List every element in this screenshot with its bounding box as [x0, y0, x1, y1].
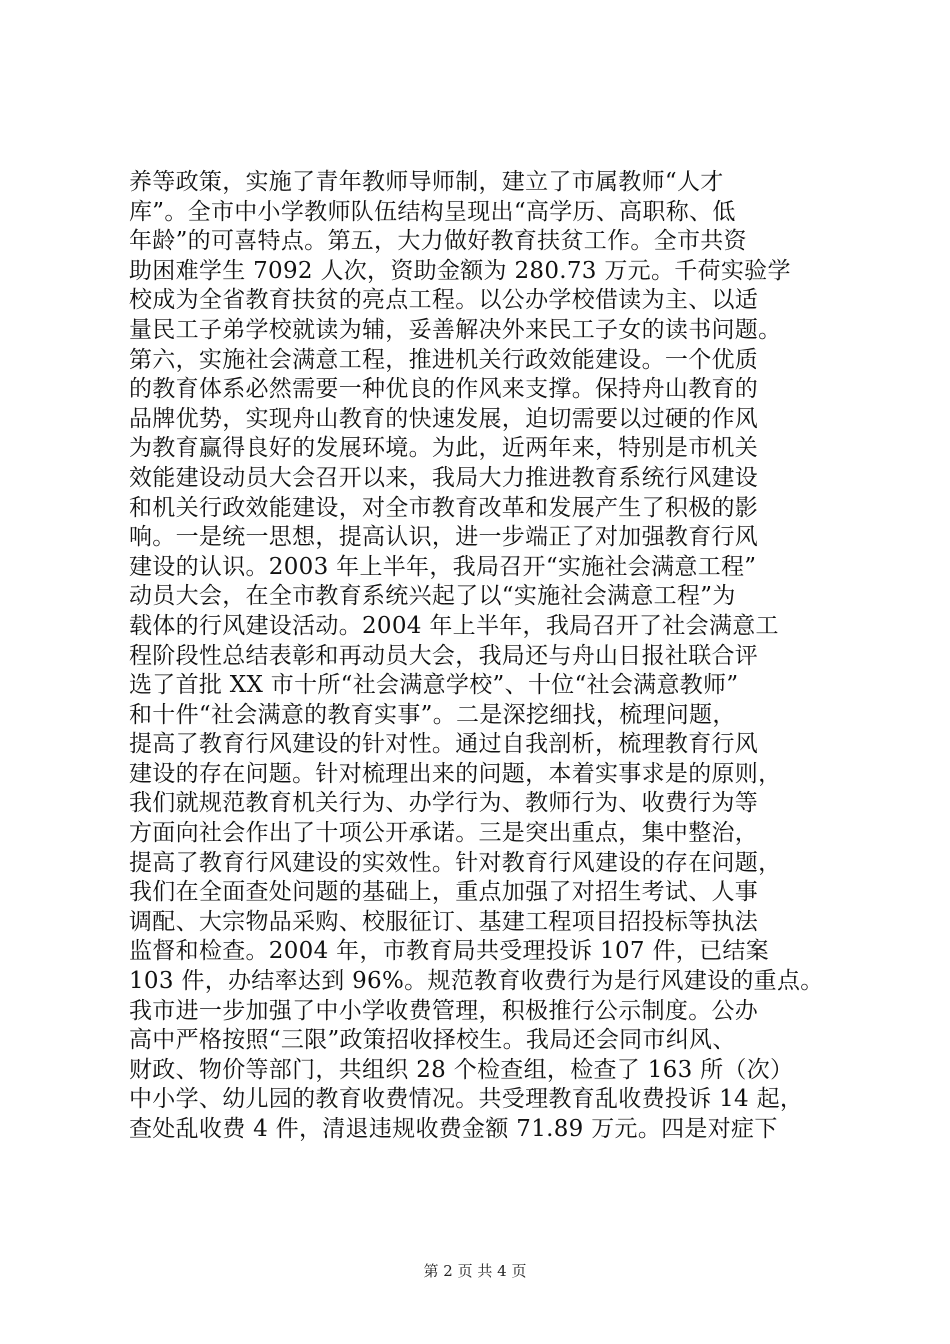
body-line: 和机关行政效能建设，对全市教育改革和发展产生了积极的影: [129, 494, 759, 521]
body-line: 建设的存在问题。针对梳理出来的问题，本着实事求是的原则，: [129, 760, 782, 787]
body-line: 第六，实施社会满意工程，推进机关行政效能建设。一个优质: [129, 346, 759, 373]
body-line: 103 件，办结率达到 96%。规范教育收费行为是行风建设的重点。: [129, 968, 824, 995]
body-line: 查处乱收费 4 件，清退违规收费金额 71.89 万元。四是对症下: [129, 1116, 778, 1142]
body-line: 年龄”的可喜特点。第五，大力做好教育扶贫工作。全市共资: [129, 228, 747, 255]
body-line: 响。一是统一思想，提高认识，进一步端正了对加强教育行风: [129, 524, 759, 551]
body-line: 载体的行风建设活动。2004 年上半年，我局召开了社会满意工: [129, 612, 779, 639]
body-line: 高中严格按照“三限”政策招收择校生。我局还会同市纠风、: [129, 1027, 736, 1054]
page-number-footer: 第 2 页 共 4 页: [423, 1262, 527, 1280]
body-line: 养等政策，实施了青年教师导师制，建立了市属教师“人才: [129, 169, 724, 195]
body-line: 程阶段性总结表彰和再动员大会，我局还与舟山日报社联合评: [129, 642, 759, 669]
body-line: 助困难学生 7092 人次，资助金额为 280.73 万元。千荷实验学: [129, 257, 791, 284]
body-line: 建设的认识。2003 年上半年，我局召开“实施社会满意工程”: [129, 553, 757, 580]
body-line: 效能建设动员大会召开以来，我局大力推进教育系统行风建设: [129, 464, 759, 491]
body-line: 财政、物价等部门，共组织 28 个检查组，检查了 163 所（次）: [129, 1056, 794, 1083]
body-line: 方面向社会作出了十项公开承诺。三是突出重点，集中整治，: [129, 820, 759, 847]
body-line: 调配、大宗物品采购、校服征订、基建工程项目招投标等执法: [129, 908, 759, 935]
body-line: 提高了教育行风建设的实效性。针对教育行风建设的存在问题，: [129, 849, 782, 876]
body-line: 监督和检查。2004 年，市教育局共受理投诉 107 件，已结案: [129, 938, 769, 965]
body-line: 我们在全面查处问题的基础上，重点加强了对招生考试、人事: [129, 879, 759, 906]
body-line: 和十件“社会满意的教育实事”。二是深挖细找，梳理问题，: [129, 701, 736, 728]
body-text: [129, 168, 841, 1145]
body-line: 量民工子弟学校就读为辅，妥善解决外来民工子女的读书问题。: [129, 316, 782, 343]
body-line: 的教育体系必然需要一种优良的作风来支撑。保持舟山教育的: [129, 376, 759, 403]
body-line: 动员大会，在全市教育系统兴起了以“实施社会满意工程”为: [129, 583, 736, 610]
body-line: 选了首批 XX 市十所“社会满意学校”、十位“社会满意教师”: [129, 672, 739, 699]
body-line: 提高了教育行风建设的针对性。通过自我剖析，梳理教育行风: [129, 731, 759, 758]
body-line: 中小学、幼儿园的教育收费情况。共受理教育乱收费投诉 14 起，: [129, 1086, 804, 1113]
body-line: 校成为全省教育扶贫的亮点工程。以公办学校借读为主、以适: [129, 287, 759, 314]
body-line: 为教育赢得良好的发展环境。为此，近两年来，特别是市机关: [129, 435, 759, 462]
body-line: 品牌优势，实现舟山教育的快速发展，迫切需要以过硬的作风: [129, 405, 759, 432]
body-line: 我市进一步加强了中小学收费管理，积极推行公示制度。公办: [129, 997, 759, 1024]
body-line: 库”。全市中小学教师队伍结构呈现出“高学历、高职称、低: [129, 198, 736, 225]
body-line: 我们就规范教育机关行为、办学行为、教师行为、收费行为等: [129, 790, 759, 817]
